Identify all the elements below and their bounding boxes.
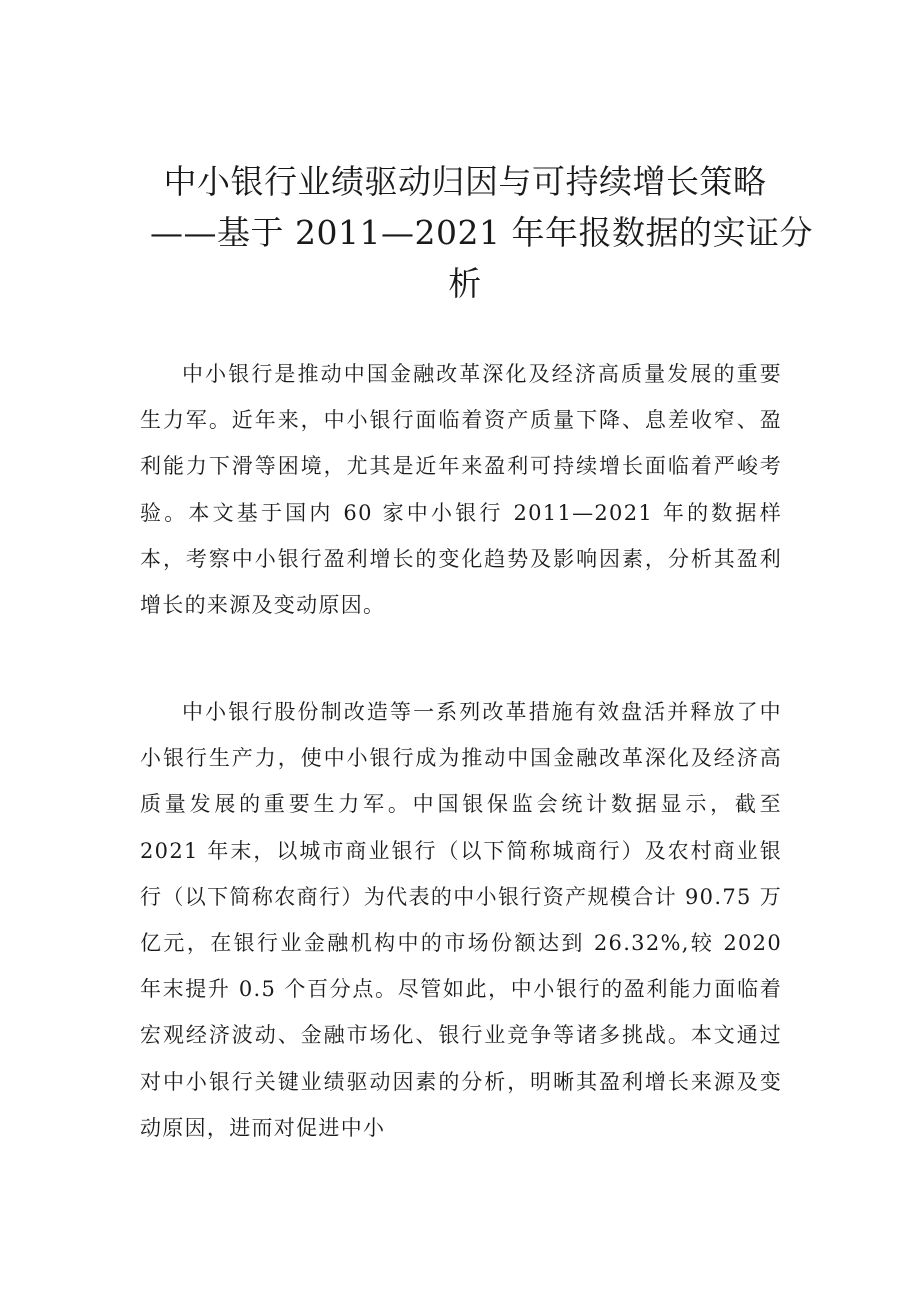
document-title — [150, 156, 813, 309]
title-line-2: ——基于 2011—2021 年年报数据的实证分 — [150, 213, 813, 252]
title-line-3: 析 — [448, 264, 482, 303]
paragraph-introduction: 中小银行股份制改造等一系列改革措施有效盘活并释放了中小银行生产力，使中小银行成为推动中国金融改革深化及经济高质量发展的重要生力军。中国银保监会统计数据显示，截至 2021 年末，以城市商业银行（以下简称城商行）及农村商业银行（以下简称农商行）为代表的中小银行资产规模合计 90.75 万亿元，在银行业金融机构中的市场份额达到 26.32%,较 2020 年末提升 0.5 个百分点。尽管如此，中小银行的盈利能力面临着宏观经济波动、金融市场化、银行业竞争等诸多挑战。本文通过对中小银行关键业绩驱动因素的分析，明晰其盈利增长来源及变动原因，进而对促进中小 — [140, 700, 782, 1140]
title-line-1: 中小银行业绩驱动归因与可持续增长策略 — [163, 162, 767, 201]
paragraph-abstract: 中小银行是推动中国金融改革深化及经济高质量发展的重要生力军。近年来，中小银行面临着资产质量下降、息差收窄、盈利能力下滑等困境，尤其是近年来盈利可持续增长面临着严峻考验。本文基于国内 60 家中小银行 2011—2021 年的数据样本，考察中小银行盈利增长的变化趋势及影响因素，分析其盈利增长的来源及变动原因。 — [140, 362, 782, 618]
